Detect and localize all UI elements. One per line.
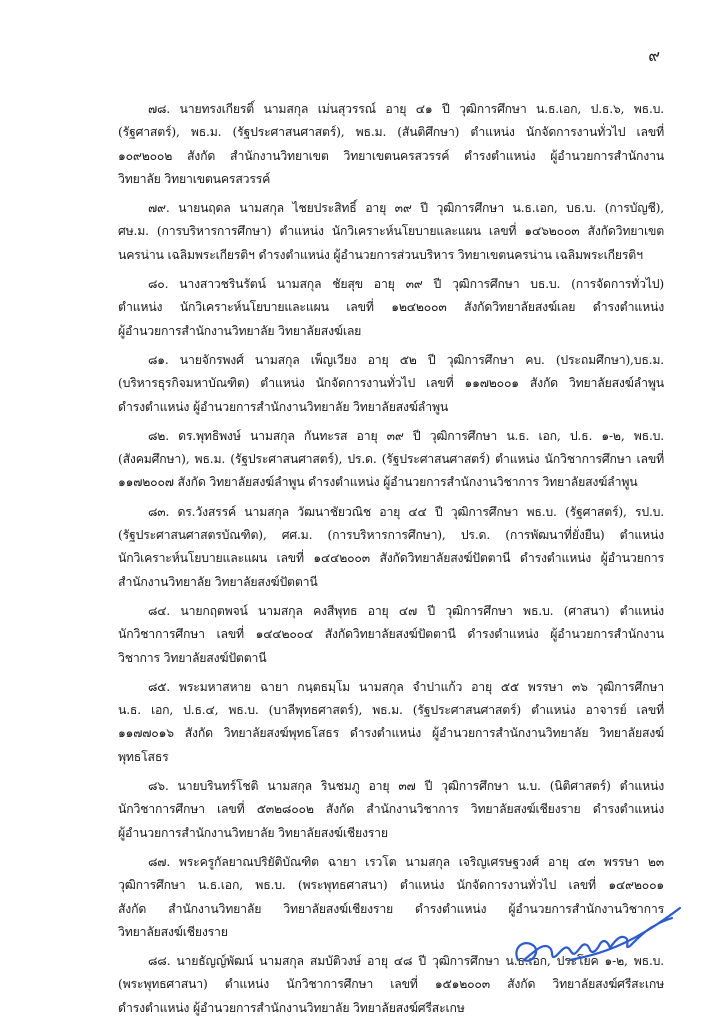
paragraph-line: วิชาการ วิทยาลัยสงฆ์ปัตตานี	[118, 650, 267, 665]
paragraph-line: ๘๑. นายจักรพงศ์ นามสกุล เพ็ญเวียง อายุ ๕๒ ปี วุฒิการศึกษา คบ. (ประถมศึกษา),บธ.ม.	[148, 352, 664, 367]
paragraph-entry	[118, 676, 664, 769]
paragraph-line: ๑๑๗๗๐๑๖ สังกัด วิทยาลัยสงฆ์พุทธโสธร ดำรงตำแหน่ง ผู้อำนวยการสำนักงานวิทยาลัย วิทยาลัยสงฆ์	[118, 726, 664, 741]
paragraph-line: พุทธโสธร	[118, 749, 169, 764]
paragraph-line: ๘๖. นายบรินทร์โชติ นามสกุล รินชมภู อายุ ๓๗ ปี วุฒิการศึกษา น.บ. (นิติศาสตร์) ตำแหน่ง	[148, 779, 664, 794]
paragraph-line: สำนักงานวิทยาลัย วิทยาลัยสงฆ์ปัตตานี	[118, 574, 318, 589]
paragraph-line: ๘๘. นายธัญญ์พัฒน์ นามสกุล สมบัติวงษ์ อายุ ๔๘ ปี วุฒิการศึกษา น.ธ.เอก, ประโยค ๑-๒, พธ.บ.	[148, 954, 664, 969]
paragraph-line: วุฒิการศึกษา น.ธ.เอก, พธ.บ. (พระพุทธศาสนา) ตำแหน่ง นักจัดการงานทั่วไป เลขที่ ๑๔๙๒๐๐๑	[118, 878, 664, 893]
document-body	[118, 98, 664, 1026]
paragraph-line: ๘๒. ดร.พุทธิพงษ์ นามสกุล กันทะรส อายุ ๓๙ ปี วุฒิการศึกษา น.ธ. เอก, ป.ธ. ๑-๒, พธ.บ.	[148, 428, 664, 443]
paragraph-line: ผู้อำนวยการสำนักงานวิทยาลัย วิทยาลัยสงฆ์เลย	[118, 323, 362, 338]
paragraph-line: ผู้อำนวยการสำนักงานวิทยาลัย วิทยาลัยสงฆ์เชียงราย	[118, 825, 388, 840]
paragraph-line: น.ธ. เอก, ป.ธ.๔, พธ.บ. (บาลีพุทธศาสตร์), พธ.ม. (รัฐประศาสนศาสตร์) ตำแหน่ง อาจารย์ เลขที่	[118, 703, 664, 718]
paragraph-line: ๗๙. นายนฤดล นามสกุล ไชยประสิทธิ์ อายุ ๓๙ ปี วุฒิการศึกษา น.ธ.เอก, บธ.บ. (การบัญชี),	[148, 201, 664, 216]
paragraph-line: สังกัด สำนักงานวิทยาลัย วิทยาลัยสงฆ์เชียงราย ดำรงตำแหน่ง ผู้อำนวยการสำนักงานวิชาการ	[118, 901, 664, 916]
paragraph-entry	[118, 425, 664, 495]
paragraph-line: นักวิชาการศึกษา เลขที่ ๕๓๒๘๐๐๒ สังกัด สำนักงานวิชาการ วิทยาลัยสงฆ์เชียงราย ดำรงตำแหน่ง	[118, 802, 664, 817]
paragraph-entry	[118, 501, 664, 594]
page-number: ๙	[648, 46, 660, 65]
paragraph-line: ๘๕. พระมหาสหาย ฉายา กนฺตธมฺโม นามสกุล จำปาแก้ว อายุ ๕๕ พรรษา ๓๖ วุฒิการศึกษา	[148, 679, 664, 694]
paragraph-entry	[118, 349, 664, 419]
paragraph-line: ๑๑๗๒๐๐๗ สังกัด วิทยาลัยสงฆ์ลำพูน ดำรงตำแหน่ง ผู้อำนวยการสำนักงานวิชาการ วิทยาลัยสงฆ์ลำพูน	[118, 475, 638, 490]
paragraph-entry	[118, 273, 664, 343]
paragraph-line: ๘๔. นายกฤตพจน์ นามสกุล คงสีพุทธ อายุ ๔๗ ปี วุฒิการศึกษา พธ.บ. (ศาสนา) ตำแหน่ง	[148, 603, 664, 618]
paragraph-line: วิทยาลัย วิทยาเขตนครสวรรค์	[118, 171, 271, 186]
paragraph-line: นักวิเคราะห์นโยบายและแผน เลขที่ ๑๔๔๒๐๐๓ สังกัดวิทยาลัยสงฆ์ปัตตานี ดำรงตำแหน่ง ผู้อำนวยการ	[118, 551, 664, 566]
handwritten-signature	[510, 890, 690, 980]
paragraph-line: ตำแหน่ง นักวิเคราะห์นโยบายและแผน เลขที่ ๑๒๔๒๐๐๓ สังกัดวิทยาลัยสงฆ์เลย ดำรงตำแหน่ง	[118, 300, 664, 315]
paragraph-entry	[118, 775, 664, 845]
paragraph-entry	[118, 600, 664, 670]
paragraph-entry	[118, 98, 664, 191]
paragraph-line: (สังคมศึกษา), พธ.ม. (รัฐประศาสนศาสตร์), ปร.ด. (รัฐประศาสนศาสตร์) ตำแหน่ง นักวิชาการศึกษา เลขที่	[118, 452, 664, 467]
paragraph-line: (รัฐศาสตร์), พธ.ม. (รัฐประศาสนศาสตร์), พธ.ม. (สันติศึกษา) ตำแหน่ง นักจัดการงานทั่วไป เลขที่	[118, 125, 664, 140]
paragraph-line: (บริหารธุรกิจมหาบัณฑิต) ตำแหน่ง นักจัดการงานทั่วไป เลขที่ ๑๑๗๒๐๐๑ สังกัด วิทยาลัยสงฆ์ลำพูน	[118, 376, 664, 391]
paragraph-line: ๗๘. นายทรงเกียรติ์ นามสกุล เม่นสุวรรณ์ อายุ ๔๑ ปี วุฒิการศึกษา น.ธ.เอก, ป.ธ.๖, พธ.บ.	[148, 102, 664, 116]
paragraph-line: นครน่าน เฉลิมพระเกียรติฯ ดำรงตำแหน่ง ผู้อำนวยการส่วนบริหาร วิทยาเขตนครน่าน เฉลิมพระเกียรติฯ	[118, 247, 643, 262]
paragraph-line: วิทยาลัยสงฆ์เชียงราย	[118, 924, 228, 939]
paragraph-entry	[118, 197, 664, 267]
paragraph-line: นักวิชาการศึกษา เลขที่ ๑๔๔๒๐๐๔ สังกัดวิทยาลัยสงฆ์ปัตตานี ดำรงตำแหน่ง ผู้อำนวยการสำนักงาน	[118, 627, 664, 642]
paragraph-line: ๘๐. นางสาวชรินรัตน์ นามสกุล ชัยสุข อายุ ๓๙ ปี วุฒิการศึกษา บธ.บ. (การจัดการทั่วไป)	[148, 277, 664, 292]
paragraph-line: ดำรงตำแหน่ง ผู้อำนวยการสำนักงานวิทยาลัย วิทยาลัยสงฆ์ศรีสะเกษ	[118, 1000, 465, 1015]
paragraph-line: ดำรงตำแหน่ง ผู้อำนวยการสำนักงานวิทยาลัย วิทยาลัยสงฆ์ลำพูน	[118, 399, 449, 414]
paragraph-line: (รัฐประศาสนศาสตรบัณฑิต), ศศ.ม. (การบริหารการศึกษา), ปร.ด. (การพัฒนาที่ยั่งยืน) ตำแหน่ง	[118, 528, 664, 543]
paragraph-line: ๑๐๙๒๐๐๒ สังกัด สำนักงานวิทยาเขต วิทยาเขตนครสวรรค์ ดำรงตำแหน่ง ผู้อำนวยการสำนักงาน	[118, 148, 664, 163]
paragraph-line: (พระพุทธศาสนา) ตำแหน่ง นักวิชาการศึกษา เลขที่ ๑๕๑๒๐๐๓ สังกัด วิทยาลัยสงฆ์ศรีสะเกษ	[118, 977, 664, 992]
paragraph-line: ๘๗. พระครูกัลยาณปริยัติบัณฑิต ฉายา เรวโต นามสกุล เจริญเศรษฐวงศ์ อายุ ๔๓ พรรษา ๒๓	[148, 854, 664, 869]
paragraph-line: ๘๓. ดร.วังสรรค์ นามสกุล วัฒนาชัยวณิช อายุ ๔๔ ปี วุฒิการศึกษา พธ.บ. (รัฐศาสตร์), รป.บ.	[148, 504, 664, 519]
paragraph-line: ศษ.ม. (การบริหารการศึกษา) ตำแหน่ง นักวิเคราะห์นโยบายและแผน เลขที่ ๑๔๖๒๐๐๓ สังกัดวิทยาเขต	[118, 224, 664, 239]
